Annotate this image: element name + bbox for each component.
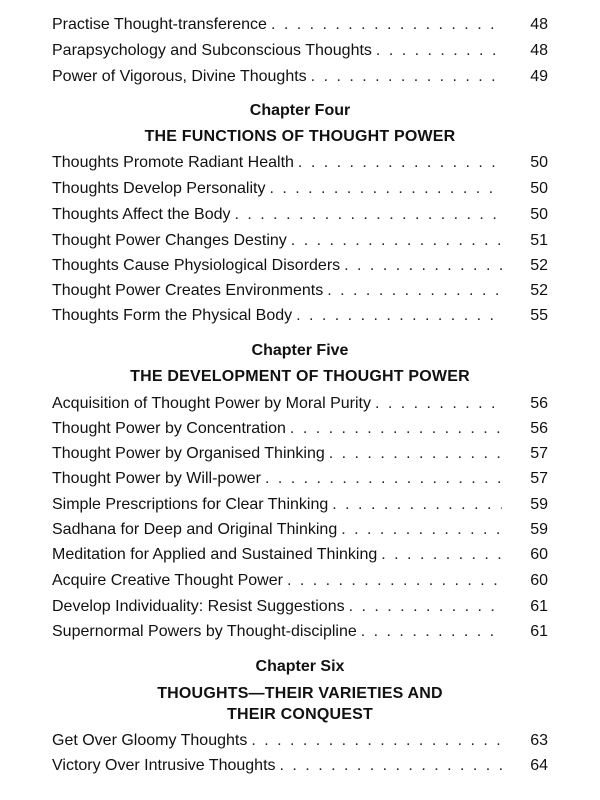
dot-leader: [265, 178, 502, 200]
toc-entry-title: Acquire Creative Thought Power: [52, 572, 283, 589]
toc-entry: [52, 596, 548, 618]
toc-entry-title: Thought Power by Concentration: [52, 420, 286, 437]
toc-entry-page: 52: [530, 282, 548, 299]
toc-entry: [52, 178, 548, 200]
toc-entry: [52, 230, 548, 252]
toc-entry-title: Acquisition of Thought Power by Moral Purity: [52, 395, 371, 412]
chapter-title: THEIR CONQUEST: [227, 706, 373, 723]
toc-entry-title: Thought Power Changes Destiny: [52, 232, 287, 249]
dot-leader: [267, 14, 502, 36]
toc-entry-title: Practise Thought-transference: [52, 16, 267, 33]
toc-entry-title: Thoughts Develop Personality: [52, 180, 266, 197]
toc-entry-page: 48: [530, 16, 548, 33]
chapter-title: THE FUNCTIONS OF THOUGHT POWER: [144, 128, 456, 145]
toc-entry-page: 55: [530, 307, 548, 324]
toc-entry: [52, 468, 548, 490]
toc-entry: [52, 14, 548, 36]
dot-leader: [261, 468, 502, 490]
toc-entry: [52, 570, 548, 592]
dot-leader: [371, 393, 502, 415]
toc-entry-title: Thought Power Creates Environments: [52, 282, 324, 299]
dot-leader: [340, 255, 502, 277]
toc-entry-title: Power of Vigorous, Divine Thoughts: [52, 68, 307, 85]
toc-entry-title: Victory Over Intrusive Thoughts: [52, 757, 276, 774]
chapter-label: Chapter Five: [251, 342, 349, 359]
dot-leader: [247, 730, 502, 752]
toc-entry-page: 49: [530, 68, 548, 85]
toc-entry-page: 56: [530, 395, 548, 412]
toc-entry-page: 57: [530, 470, 548, 487]
dot-leader: [372, 40, 502, 62]
toc-entry-page: 51: [530, 232, 548, 249]
toc-entry: [52, 305, 548, 327]
toc-entry: [52, 40, 548, 62]
toc-entry-page: 60: [530, 546, 548, 563]
toc-entry: [52, 519, 548, 541]
toc-entry-title: Simple Prescriptions for Clear Thinking: [52, 496, 329, 513]
toc-entry-page: 57: [530, 445, 548, 462]
dot-leader: [325, 443, 502, 465]
toc-entry: [52, 544, 548, 566]
toc-entry: [52, 443, 548, 465]
toc-entry-title: Thoughts Promote Radiant Health: [52, 154, 294, 171]
toc-entry-title: Meditation for Applied and Sustained Thinking: [52, 546, 378, 563]
toc-entry-page: 52: [530, 257, 548, 274]
dot-leader: [286, 418, 502, 440]
toc-entry: [52, 730, 548, 752]
dot-leader: [357, 621, 502, 643]
dot-leader: [345, 596, 502, 618]
toc-entry: [52, 755, 548, 777]
toc-entry-title: Parapsychology and Subconscious Thoughts: [52, 42, 372, 59]
toc-entry: [52, 393, 548, 415]
dot-leader: [287, 230, 502, 252]
toc-entry: [52, 494, 548, 516]
chapter-label: Chapter Six: [255, 658, 345, 675]
dot-leader: [276, 755, 502, 777]
toc-entry: [52, 204, 548, 226]
toc-entry-page: 61: [530, 598, 548, 615]
toc-entry-page: 50: [530, 206, 548, 223]
toc-entry-title: Thought Power by Will-power: [52, 470, 261, 487]
toc-entry: [52, 418, 548, 440]
dot-leader: [283, 570, 502, 592]
toc-entry-title: Get Over Gloomy Thoughts: [52, 732, 248, 749]
dot-leader: [328, 494, 502, 516]
dot-leader: [323, 280, 502, 302]
chapter-title: THOUGHTS—THEIR VARIETIES AND: [157, 685, 443, 702]
toc-entry: [52, 152, 548, 174]
toc-entry-page: 50: [530, 180, 548, 197]
dot-leader: [307, 66, 502, 88]
toc-entry-page: 59: [530, 521, 548, 538]
toc-entry-page: 63: [530, 732, 548, 749]
toc-entry: [52, 255, 548, 277]
dot-leader: [292, 305, 502, 327]
toc-entry-title: Thought Power by Organised Thinking: [52, 445, 325, 462]
toc-entry-page: 50: [530, 154, 548, 171]
toc-entry-title: Thoughts Form the Physical Body: [52, 307, 293, 324]
toc-entry: [52, 66, 548, 88]
chapter-label: Chapter Four: [249, 102, 351, 119]
toc-entry-title: Thoughts Affect the Body: [52, 206, 231, 223]
toc-entry-title: Supernormal Powers by Thought-discipline: [52, 623, 357, 640]
dot-leader: [337, 519, 502, 541]
toc-entry-page: 64: [530, 757, 548, 774]
chapter-title: THE DEVELOPMENT OF THOUGHT POWER: [130, 368, 470, 385]
dot-leader: [231, 204, 503, 226]
toc-entry-title: Sadhana for Deep and Original Thinking: [52, 521, 338, 538]
toc-entry-page: 61: [530, 623, 548, 640]
toc-entry-page: 59: [530, 496, 548, 513]
toc-entry-page: 48: [530, 42, 548, 59]
toc-entry-title: Develop Individuality: Resist Suggestions: [52, 598, 345, 615]
toc-entry: [52, 621, 548, 643]
toc-entry-page: 60: [530, 572, 548, 589]
toc-entry-page: 56: [530, 420, 548, 437]
toc-entry-title: Thoughts Cause Physiological Disorders: [52, 257, 341, 274]
toc-entry: [52, 280, 548, 302]
dot-leader: [377, 544, 502, 566]
dot-leader: [294, 152, 502, 174]
